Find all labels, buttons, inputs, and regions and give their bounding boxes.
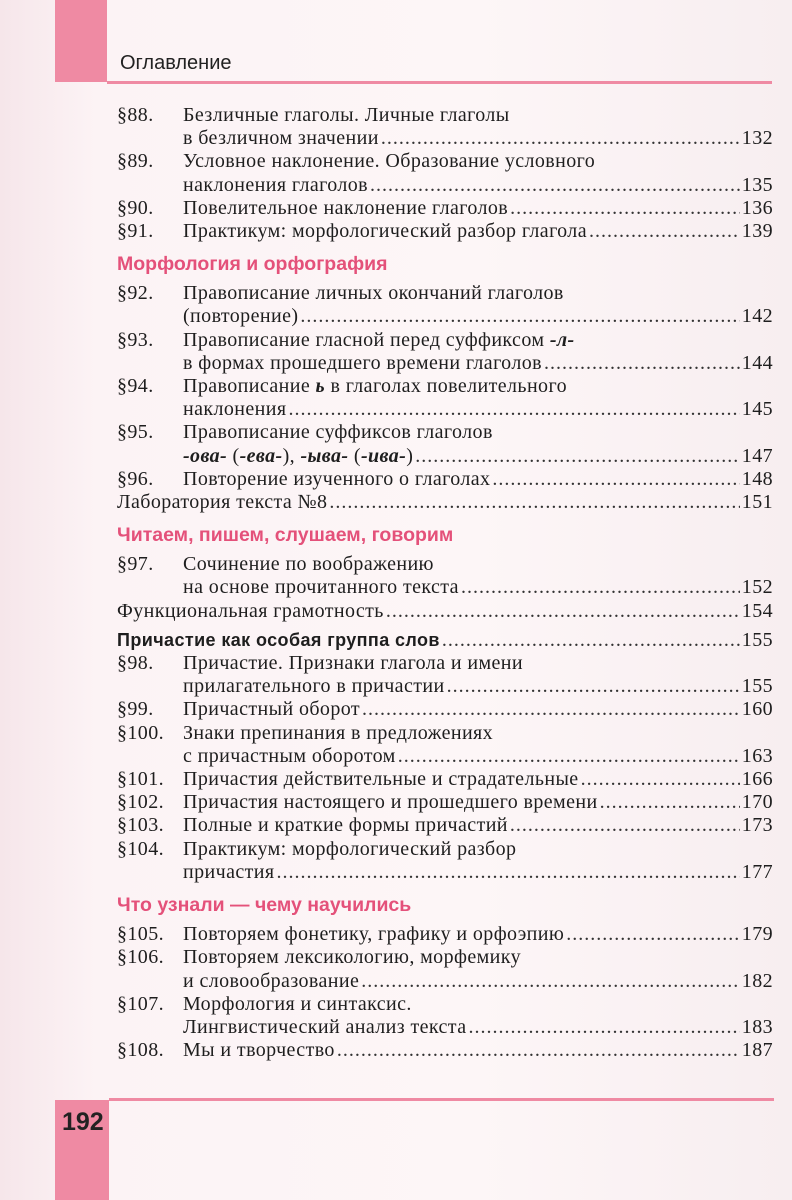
entry-title-cont: и словообразование xyxy=(183,969,360,992)
dot-leader xyxy=(581,768,740,791)
entry-title: Причастия действительные и страдательные xyxy=(183,768,579,791)
dot-leader xyxy=(337,1039,740,1062)
toc-entry-107 xyxy=(117,993,773,1039)
dot-leader xyxy=(386,600,740,623)
entry-title: Причастный оборот xyxy=(183,698,360,721)
page-ref: 148 xyxy=(741,467,773,490)
dot-leader xyxy=(381,127,740,150)
section-number: §106. xyxy=(117,946,164,969)
dot-leader xyxy=(442,629,740,652)
toc-entry-99 xyxy=(117,698,773,721)
entry-title-cont: Лингвистический анализ текста xyxy=(183,1015,467,1038)
section-number: §90. xyxy=(117,196,154,219)
page-ref: 145 xyxy=(741,398,773,421)
page-ref: 154 xyxy=(741,599,773,622)
toc-entry-97 xyxy=(117,553,773,599)
entry-title: Мы и творчество xyxy=(183,1039,335,1062)
entry-title-cont: наклонения xyxy=(183,398,287,421)
toc-entry-98 xyxy=(117,652,773,698)
toc-entry-104 xyxy=(117,838,773,884)
dot-leader xyxy=(510,814,740,837)
section-number: §105. xyxy=(117,923,164,946)
entry-title-cont: причастия xyxy=(183,860,275,883)
section-number: §93. xyxy=(117,328,154,351)
toc-entry-90 xyxy=(117,197,773,220)
entry-title-cont: в формах прошедшего времени глаголов xyxy=(183,351,542,374)
toc-entry-105 xyxy=(117,923,773,946)
page-header-title: Оглавление xyxy=(120,52,232,74)
dot-leader xyxy=(600,791,740,814)
dot-leader xyxy=(447,675,740,698)
dot-leader xyxy=(468,1016,739,1039)
dot-leader xyxy=(398,745,740,768)
page-ref: 155 xyxy=(741,628,773,651)
page-ref: 147 xyxy=(741,444,773,467)
entry-title: Правописание личных окончаний глаголов xyxy=(183,282,564,305)
toc-entry-96 xyxy=(117,468,773,491)
page-ref: 155 xyxy=(741,675,773,698)
page-number: 192 xyxy=(62,1108,104,1136)
toc-entry-102 xyxy=(117,791,773,814)
dot-leader xyxy=(415,445,740,468)
page-ref: 136 xyxy=(741,196,773,219)
toc-entry-functional xyxy=(117,600,773,623)
entry-title-cont: с причастным оборотом xyxy=(183,744,396,767)
page-ref: 179 xyxy=(741,923,773,946)
table-of-contents xyxy=(117,104,773,1062)
entry-title-cont: -ова- (-ева-), -ыва- (-ива-) xyxy=(183,444,414,467)
section-number: §103. xyxy=(117,814,164,837)
section-number: §92. xyxy=(117,282,154,305)
toc-entry-95 xyxy=(117,421,773,467)
section-number: §94. xyxy=(117,375,154,398)
header-rule xyxy=(107,81,772,84)
entry-title-cont: прилагательного в причастии xyxy=(183,675,445,698)
entry-title-cont: (повторение) xyxy=(183,305,299,328)
entry-title: Практикум: морфологический разбор xyxy=(183,837,517,860)
toc-entry-103 xyxy=(117,814,773,837)
section-number: §98. xyxy=(117,652,154,675)
entry-title: Знаки препинания в предложениях xyxy=(183,721,494,744)
entry-title: Причастия настоящего и прошедшего времени xyxy=(183,791,598,814)
dot-leader xyxy=(566,923,740,946)
dot-leader xyxy=(300,305,739,328)
dot-leader xyxy=(510,197,740,220)
page-ref: 144 xyxy=(741,351,773,374)
top-tab-decoration xyxy=(55,0,107,82)
toc-entry-lab xyxy=(117,491,773,514)
section-number: §97. xyxy=(117,553,154,576)
entry-title: Практикум: морфологический разбор глагола xyxy=(183,220,587,243)
toc-entry-93 xyxy=(117,329,773,375)
section-number: §104. xyxy=(117,837,164,860)
section-number: §108. xyxy=(117,1039,164,1062)
page-ref: 183 xyxy=(741,1015,773,1038)
entry-title: Повторяем фонетику, графику и орфоэпию xyxy=(183,923,565,946)
section-number: §96. xyxy=(117,467,154,490)
page-ref: 177 xyxy=(741,860,773,883)
dot-leader xyxy=(461,576,740,599)
toc-entry-91 xyxy=(117,220,773,243)
dot-leader xyxy=(544,352,740,375)
dot-leader xyxy=(329,491,739,514)
entry-title: Повторяем лексикологию, морфемику xyxy=(183,946,522,969)
page-ref: 166 xyxy=(741,768,773,791)
entry-title: Морфология и синтаксис. xyxy=(183,992,412,1015)
entry-title: Условное наклонение. Образование условного xyxy=(183,150,596,173)
entry-title-cont: наклонения глаголов xyxy=(183,173,368,196)
toc-entry-participle-chapter xyxy=(117,629,773,652)
dot-leader xyxy=(370,174,740,197)
page-ref: 187 xyxy=(741,1039,773,1062)
section-number: §89. xyxy=(117,150,154,173)
section-number: §88. xyxy=(117,104,154,126)
section-number: §107. xyxy=(117,992,164,1015)
footer-rule xyxy=(109,1098,774,1101)
section-number: §95. xyxy=(117,421,154,444)
page-ref: 173 xyxy=(741,814,773,837)
page-ref: 152 xyxy=(741,576,773,599)
toc-entry-108 xyxy=(117,1039,773,1062)
page-ref: 170 xyxy=(741,791,773,814)
entry-title: Сочинение по воображению xyxy=(183,553,434,576)
section-heading-read-write: Читаем, пишем, слушаем, говорим xyxy=(117,524,454,547)
toc-entry-88 xyxy=(117,104,773,150)
page-ref: 160 xyxy=(741,698,773,721)
entry-title: Повторение изученного о глаголах xyxy=(183,467,491,490)
entry-title: Правописание суффиксов глаголов xyxy=(183,421,493,444)
suffix-l: -л- xyxy=(549,328,575,351)
section-heading-morphology: Морфология и орфография xyxy=(117,253,388,276)
entry-title: Повелительное наклонение глаголов xyxy=(183,196,509,219)
section-number: §99. xyxy=(117,698,154,721)
entry-title-cont: на основе прочитанного текста xyxy=(183,576,459,599)
page-ref: 139 xyxy=(741,220,773,243)
dot-leader xyxy=(361,970,740,993)
dot-leader xyxy=(492,468,739,491)
toc-entry-92 xyxy=(117,282,773,328)
page-ref: 163 xyxy=(741,744,773,767)
entry-title: Правописание гласной перед суффиксом -л- xyxy=(183,328,575,351)
toc-entry-89 xyxy=(117,150,773,196)
section-number: §91. xyxy=(117,220,154,243)
section-number: §101. xyxy=(117,768,164,791)
entry-title: Правописание ь в глаголах повелительного xyxy=(183,375,567,398)
entry-title: Лаборатория текста №8 xyxy=(117,491,328,514)
toc-entry-100 xyxy=(117,722,773,768)
section-heading-review: Что узнали — чему научились xyxy=(117,894,412,917)
toc-entry-101 xyxy=(117,768,773,791)
page-ref: 151 xyxy=(741,491,773,514)
toc-entry-106 xyxy=(117,946,773,992)
entry-title: Безличные глаголы. Личные глаголы xyxy=(183,104,510,126)
section-number: §100. xyxy=(117,721,164,744)
dot-leader xyxy=(589,220,740,243)
page-ref: 132 xyxy=(741,127,773,150)
dot-leader xyxy=(276,861,739,884)
entry-title: Функциональная грамотность xyxy=(117,599,384,622)
chapter-title: Причастие как особая группа слов xyxy=(117,629,440,650)
entry-title-cont: в безличном значении xyxy=(183,127,379,150)
section-number: §102. xyxy=(117,791,164,814)
toc-entry-94 xyxy=(117,375,773,421)
page-ref: 182 xyxy=(741,969,773,992)
soft-sign: ь xyxy=(315,375,326,398)
entry-title: Причастие. Признаки глагола и имени xyxy=(183,652,524,675)
dot-leader xyxy=(288,398,739,421)
page-ref: 135 xyxy=(741,173,773,196)
entry-title: Полные и краткие формы причастий xyxy=(183,814,508,837)
page-ref: 142 xyxy=(741,305,773,328)
dot-leader xyxy=(362,698,740,721)
